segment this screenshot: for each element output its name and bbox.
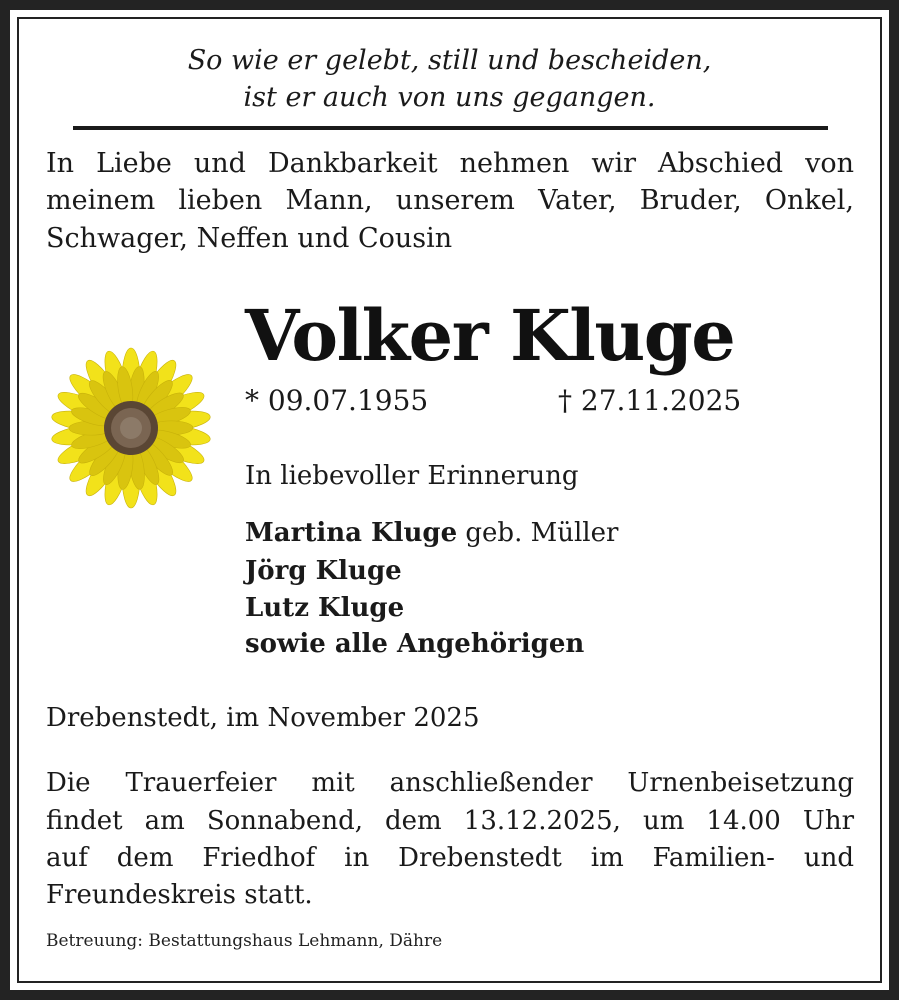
mourner-relatives: sowie alle Angehörigen: [245, 629, 585, 659]
mourner-spouse-name: Martina Kluge: [245, 518, 458, 548]
intro-line-2: meinem lieben Mann, unserem Vater, Bruder, Onkel,: [46, 185, 854, 216]
death-date: † 27.11.2025: [558, 384, 742, 417]
mourner-spouse-maiden-name: geb. Müller: [457, 518, 619, 548]
funeral-line-3: auf dem Friedhof in Drebenstedt im Familien- und: [46, 843, 854, 873]
intro-line-1: In Liebe und Dankbarkeit nehmen wir Abschied von: [46, 148, 854, 179]
birth-date: * 09.07.1955: [245, 384, 429, 417]
funeral-home-note: Betreuung: Bestattungshaus Lehmann, Dähre: [46, 931, 443, 951]
flower-icon: [38, 346, 218, 518]
motto-line-1: So wie er gelebt, still und bescheiden,: [187, 45, 712, 76]
funeral-line-2: findet am Sonnabend, dem 13.12.2025, um 14.00 Uhr: [46, 806, 854, 836]
mourner-son-2: Lutz Kluge: [245, 593, 405, 623]
motto-line-2: ist er auch von uns gegangen.: [243, 82, 656, 113]
divider-rule: [73, 126, 828, 130]
memory-line: In liebevoller Erinnerung: [245, 461, 579, 491]
mourner-son-1: Jörg Kluge: [245, 556, 402, 586]
mourner-spouse: [245, 515, 618, 551]
funeral-line-1: Die Trauerfeier mit anschließender Urnenbeisetzung: [46, 768, 854, 798]
place-date: Drebenstedt, im November 2025: [46, 703, 480, 733]
deceased-name: Volker Kluge: [245, 294, 735, 377]
funeral-line-4: Freundeskreis statt.: [46, 880, 313, 910]
intro-line-3: Schwager, Neffen und Cousin: [46, 223, 453, 254]
